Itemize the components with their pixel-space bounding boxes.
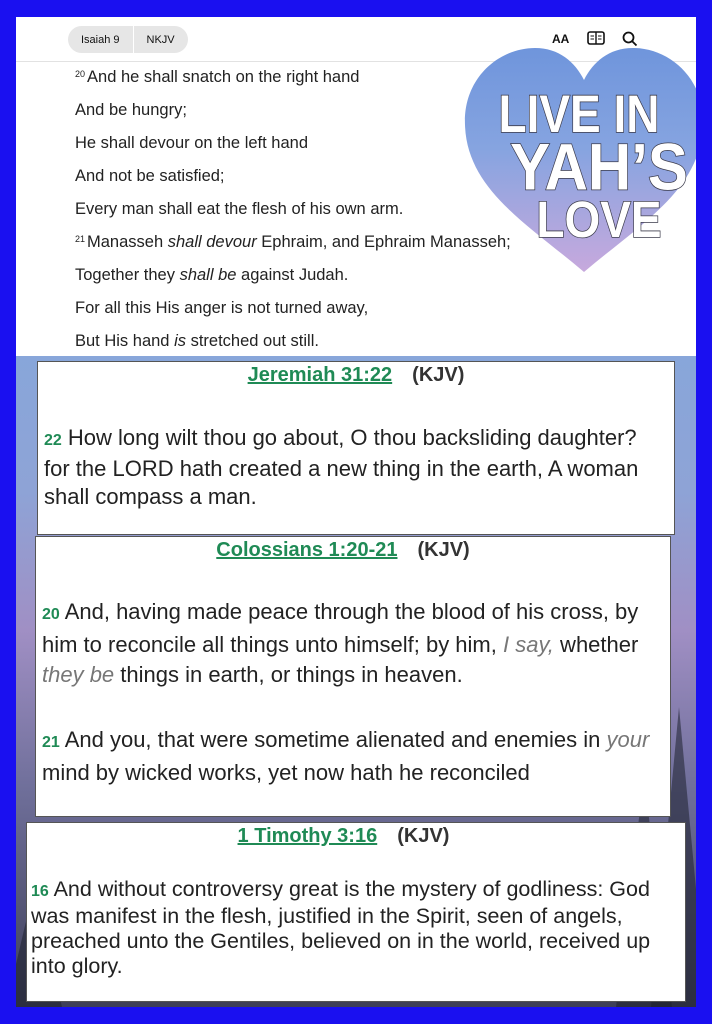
version-label: (KJV) <box>397 825 450 847</box>
overlay-line-2: YAH’S <box>510 130 688 205</box>
reference-pill <box>68 26 188 53</box>
verse-line <box>75 68 359 87</box>
verse-number: 20 <box>42 606 60 623</box>
verse-text: stretched out still. <box>185 332 319 350</box>
verse-number: 20 <box>75 69 86 79</box>
version-button[interactable]: NKJV <box>146 33 175 46</box>
scripture-card-colossians <box>35 536 671 817</box>
verse-text: Manasseh <box>87 233 168 251</box>
verse-line <box>75 332 319 351</box>
verse-line <box>75 134 308 153</box>
verse-italic: your <box>606 727 650 752</box>
verse-text: whether <box>553 632 639 657</box>
book-chapter-button[interactable]: Isaiah 9 <box>81 33 120 46</box>
verse-italic: I say, <box>502 632 554 657</box>
verse-text: And without controversy great is the mystery of godliness: God was manifest in the flesh, justified in the Spirit, seen of angels, preached unto the Gentiles, believed on in the world, received up into glory. <box>31 877 651 978</box>
verse-text: mind by wicked works, yet now hath he reconciled <box>42 760 530 785</box>
verse-italic: is <box>174 332 186 350</box>
verse-body <box>31 877 679 979</box>
verse-text: against Judah. <box>236 266 349 284</box>
scripture-card-timothy <box>26 822 686 1002</box>
scripture-reference-link[interactable]: 1 Timothy 3:16 <box>237 825 378 847</box>
overlay-line-3: LOVE <box>536 191 662 249</box>
verse-number: 21 <box>75 234 86 244</box>
verse-text: And he shall snatch on the right hand <box>87 68 360 86</box>
heart-overlay <box>459 40 696 275</box>
background-scene <box>16 17 696 1007</box>
verse-body <box>42 597 664 690</box>
verse-line <box>75 101 187 120</box>
version-label: (KJV) <box>412 364 465 386</box>
verse-text: How long wilt thou go about, O thou backsliding daughter? for the LORD hath created a new thing in the earth, A woman shall compass a man. <box>44 425 639 509</box>
card-title <box>16 825 685 848</box>
verse-text: And you, that were sometime alienated and enemies in <box>64 727 607 752</box>
verse-line <box>75 233 511 252</box>
verse-text: Every man shall eat the flesh of his own arm. <box>75 200 404 218</box>
verse-line <box>75 167 225 186</box>
verse-text: Ephraim, and Ephraim Manasseh; <box>256 233 511 251</box>
verse-line <box>75 299 368 318</box>
verse-number: 16 <box>31 883 49 900</box>
card-title <box>38 364 674 387</box>
verse-body <box>42 725 664 788</box>
verse-number: 21 <box>42 734 60 751</box>
verse-number: 22 <box>44 432 62 449</box>
overlay-line-1: LIVE IN <box>498 83 660 144</box>
verse-italic: shall devour <box>167 233 257 251</box>
scripture-reference-link[interactable]: Colossians 1:20-21 <box>216 539 398 561</box>
verse-text: And not be satisfied; <box>75 167 225 185</box>
verse-italic: they be <box>42 662 115 687</box>
card-title <box>16 539 670 562</box>
verse-line <box>75 266 348 285</box>
scripture-card-jeremiah <box>37 361 675 535</box>
verse-text: things in earth, or things in heaven. <box>114 662 463 687</box>
text-size-label: AA <box>552 32 570 46</box>
verse-text: Together they <box>75 266 180 284</box>
version-label: (KJV) <box>417 539 470 561</box>
verse-body <box>44 424 668 511</box>
verse-italic: shall be <box>179 266 237 284</box>
verse-line <box>75 200 403 219</box>
verse-text: And, having made peace through the blood of his cross, by him to reconcile all things unto himself; by him, <box>42 599 639 657</box>
verse-text: For all this His anger is not turned away, <box>75 299 369 317</box>
verse-text: But His hand <box>75 332 175 350</box>
scripture-reference-link[interactable]: Jeremiah 31:22 <box>247 364 393 386</box>
verse-text: And be hungry; <box>75 101 187 119</box>
verse-text: He shall devour on the left hand <box>75 134 308 152</box>
